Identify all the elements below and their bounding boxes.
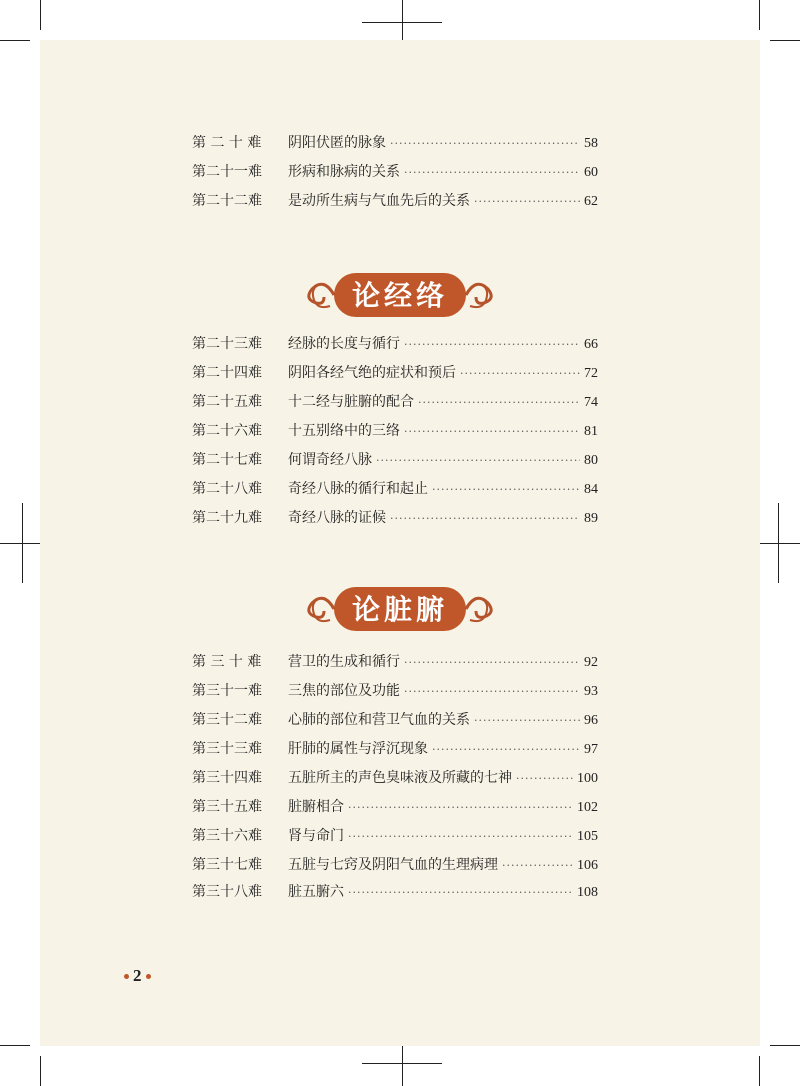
- toc-entry[interactable]: [192, 160, 598, 184]
- entry-number: 第三十三难: [192, 741, 262, 757]
- toc-entry[interactable]: [192, 189, 598, 213]
- leader-dots: [404, 333, 580, 357]
- page-number-text: 2: [133, 966, 142, 985]
- entry-number: 第三十五难: [192, 799, 262, 815]
- leader-dots: [404, 161, 580, 185]
- entry-number: 第二十九难: [192, 510, 262, 526]
- toc-entry[interactable]: [192, 824, 598, 848]
- entry-page: 105: [577, 829, 598, 844]
- entry-number: 第二十二难: [192, 193, 262, 209]
- leader-dots: [348, 825, 573, 849]
- entry-page: 60: [584, 165, 598, 180]
- section-heading-viscera: [304, 584, 496, 634]
- entry-number: 第二十五难: [192, 394, 262, 410]
- entry-number: 第二十三难: [192, 336, 262, 352]
- leader-dots: [348, 796, 573, 820]
- entry-page: 93: [584, 684, 598, 699]
- entry-page: 74: [584, 395, 598, 410]
- leader-dots: [460, 362, 580, 386]
- folio-dot-icon: [124, 974, 129, 979]
- section-heading-meridians: [304, 270, 496, 320]
- leader-dots: [390, 507, 580, 531]
- entry-title: 何谓奇经八脉: [288, 452, 372, 468]
- leader-dots: [418, 391, 580, 415]
- entry-title: 阴阳各经气绝的症状和预后: [288, 365, 456, 381]
- toc-entry[interactable]: [192, 332, 598, 356]
- entry-page: 84: [584, 482, 598, 497]
- entry-page: 80: [584, 453, 598, 468]
- leader-dots: [348, 881, 573, 905]
- toc-entry[interactable]: [192, 361, 598, 385]
- entry-title: 脏腑相合: [288, 799, 344, 815]
- leader-dots: [516, 767, 573, 791]
- entry-page: 89: [584, 511, 598, 526]
- leader-dots: [474, 709, 580, 733]
- entry-number: 第三十四难: [192, 770, 262, 786]
- leader-dots: [376, 449, 580, 473]
- entry-page: 58: [584, 136, 598, 151]
- entry-title: 心肺的部位和营卫气血的关系: [288, 712, 470, 728]
- entry-title: 奇经八脉的证候: [288, 510, 386, 526]
- entry-title: 奇经八脉的循行和起止: [288, 481, 428, 497]
- entry-title: 五脏所主的声色臭味液及所藏的七神: [288, 770, 512, 786]
- entry-number: 第二十八难: [192, 481, 262, 497]
- entry-number: 第二十六难: [192, 423, 262, 439]
- entry-number: 第三十六难: [192, 828, 262, 844]
- section-heading-text: 论脏腑: [351, 593, 448, 626]
- leader-dots: [502, 854, 573, 878]
- entry-page: 102: [577, 800, 598, 815]
- entry-title: 肾与命门: [288, 828, 344, 844]
- leader-dots: [474, 190, 580, 214]
- entry-title: 经脉的长度与循行: [288, 336, 400, 352]
- entry-page: 100: [577, 771, 598, 786]
- toc-entry[interactable]: [192, 737, 598, 761]
- entry-page: 62: [584, 194, 598, 209]
- leader-dots: [432, 738, 580, 762]
- entry-title: 十二经与脏腑的配合: [288, 394, 414, 410]
- leader-dots: [390, 132, 580, 156]
- entry-number: 第二十七难: [192, 452, 262, 468]
- toc-entry[interactable]: [192, 795, 598, 819]
- toc-entry[interactable]: [192, 506, 598, 530]
- entry-number: 第三十八难: [192, 884, 262, 900]
- entry-page: 72: [584, 366, 598, 381]
- leader-dots: [404, 680, 580, 704]
- entry-page: 108: [577, 885, 598, 900]
- leader-dots: [432, 478, 580, 502]
- entry-title: 阴阳伏匿的脉象: [288, 135, 386, 151]
- toc-entry[interactable]: [192, 853, 598, 877]
- toc-entry[interactable]: [192, 419, 598, 443]
- page-number: [120, 962, 155, 990]
- entry-page: 106: [577, 858, 598, 873]
- folio-dot-icon: [146, 974, 151, 979]
- entry-page: 96: [584, 713, 598, 728]
- entry-page: 66: [584, 337, 598, 352]
- leader-dots: [404, 420, 580, 444]
- entry-title: 五脏与七窍及阴阳气血的生理病理: [288, 857, 498, 873]
- entry-number: 第 三 十 难: [192, 654, 262, 670]
- entry-page: 97: [584, 742, 598, 757]
- entry-title: 脏五腑六: [288, 884, 344, 900]
- entry-number: 第三十一难: [192, 683, 262, 699]
- entry-title: 肝肺的属性与浮沉现象: [288, 741, 428, 757]
- toc-entry[interactable]: [192, 880, 598, 904]
- entry-title: 形病和脉病的关系: [288, 164, 400, 180]
- toc-entry[interactable]: [192, 650, 598, 674]
- entry-page: 92: [584, 655, 598, 670]
- toc-entry[interactable]: [192, 131, 598, 155]
- entry-number: 第二十一难: [192, 164, 262, 180]
- section-heading-text: 论经络: [351, 279, 448, 312]
- entry-title: 三焦的部位及功能: [288, 683, 400, 699]
- entry-title: 是动所生病与气血先后的关系: [288, 193, 470, 209]
- entry-number: 第三十七难: [192, 857, 262, 873]
- entry-number: 第二十四难: [192, 365, 262, 381]
- entry-title: 十五别络中的三络: [288, 423, 400, 439]
- leader-dots: [404, 651, 580, 675]
- entry-number: 第 二 十 难: [192, 135, 262, 151]
- toc-entry[interactable]: [192, 448, 598, 472]
- entry-page: 81: [584, 424, 598, 439]
- toc-entry[interactable]: [192, 477, 598, 501]
- entry-title: 营卫的生成和循行: [288, 654, 400, 670]
- toc-entry[interactable]: [192, 766, 598, 790]
- toc-entry[interactable]: [192, 708, 598, 732]
- toc-entry[interactable]: [192, 390, 598, 414]
- entry-number: 第三十二难: [192, 712, 262, 728]
- toc-entry[interactable]: [192, 679, 598, 703]
